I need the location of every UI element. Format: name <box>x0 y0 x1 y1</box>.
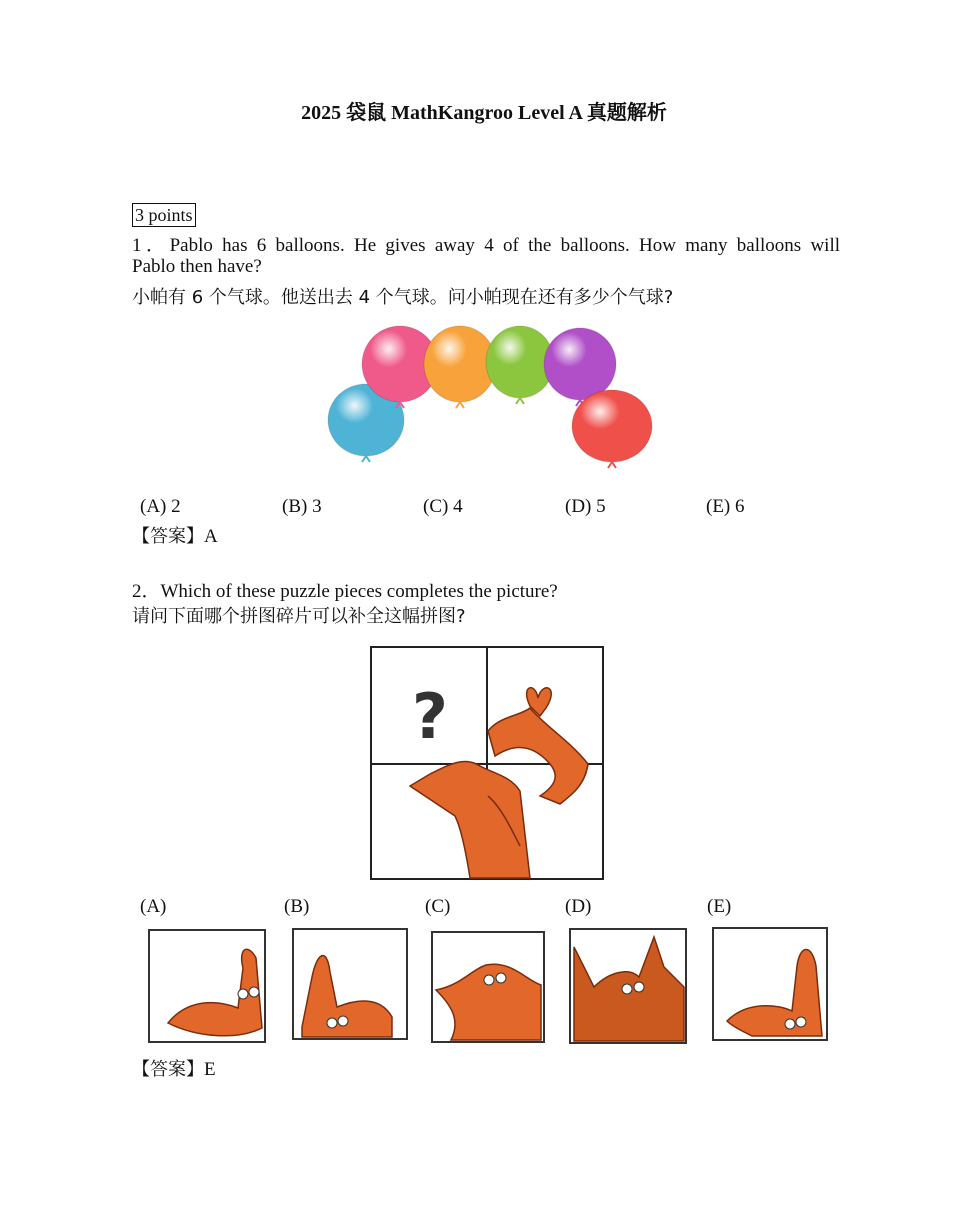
q1-option-e: (E) 6 <box>706 496 745 517</box>
question-1-text-cn: 小帕有 6 个气球。他送出去 4 个气球。问小帕现在还有多少个气球? <box>132 287 674 308</box>
balloons-image <box>322 322 662 472</box>
q2-option-c: (C) <box>425 896 451 917</box>
piece-c-image <box>431 930 547 1046</box>
page-title: 2025 袋鼠 MathKangroo Level A 真题解析 <box>301 102 667 124</box>
question-2-text: 2．Which of these puzzle pieces completes the picture? <box>132 581 558 602</box>
puzzle-grid <box>370 646 606 882</box>
points-badge: 3 points <box>132 203 196 227</box>
question-1-text-line2: Pablo then have? <box>132 256 262 277</box>
q1-answer <box>132 522 218 548</box>
q2-option-e: (E) <box>707 896 732 917</box>
balloon-highlight <box>544 328 616 400</box>
q2-option-b: (B) <box>284 896 310 917</box>
balloon-knot <box>608 462 616 468</box>
piece-d-image <box>569 927 689 1047</box>
question-mark: ? <box>412 680 448 753</box>
balloon-knot <box>516 398 524 404</box>
q1-option-b: (B) 3 <box>282 496 322 517</box>
q1-answer-value: A <box>204 526 218 547</box>
piece-e-image <box>712 926 830 1044</box>
q1-option-a: (A) 2 <box>140 496 181 517</box>
q1-option-d: (D) 5 <box>565 496 606 517</box>
q2-option-a: (A) <box>140 896 167 917</box>
question-2-text-cn: 请问下面哪个拼图碎片可以补全这幅拼图? <box>132 606 466 627</box>
piece-a-image <box>148 928 268 1046</box>
q2-option-d: (D) <box>565 896 592 917</box>
q2-answer-label: 【答案】 <box>132 1059 204 1080</box>
piece-b-image <box>292 927 410 1043</box>
q1-answer-label: 【答案】 <box>132 526 204 547</box>
question-1-text-line1: 1．Pablo has 6 balloons. He gives away 4 of the balloons. How many balloons will <box>132 235 840 256</box>
q1-option-c: (C) 4 <box>423 496 463 517</box>
q2-answer-value: E <box>204 1059 216 1080</box>
balloon-knot <box>456 402 464 408</box>
balloon-highlight <box>572 390 652 462</box>
q2-answer <box>132 1055 216 1081</box>
balloon-highlight <box>424 326 496 402</box>
balloon-knot <box>362 456 370 462</box>
